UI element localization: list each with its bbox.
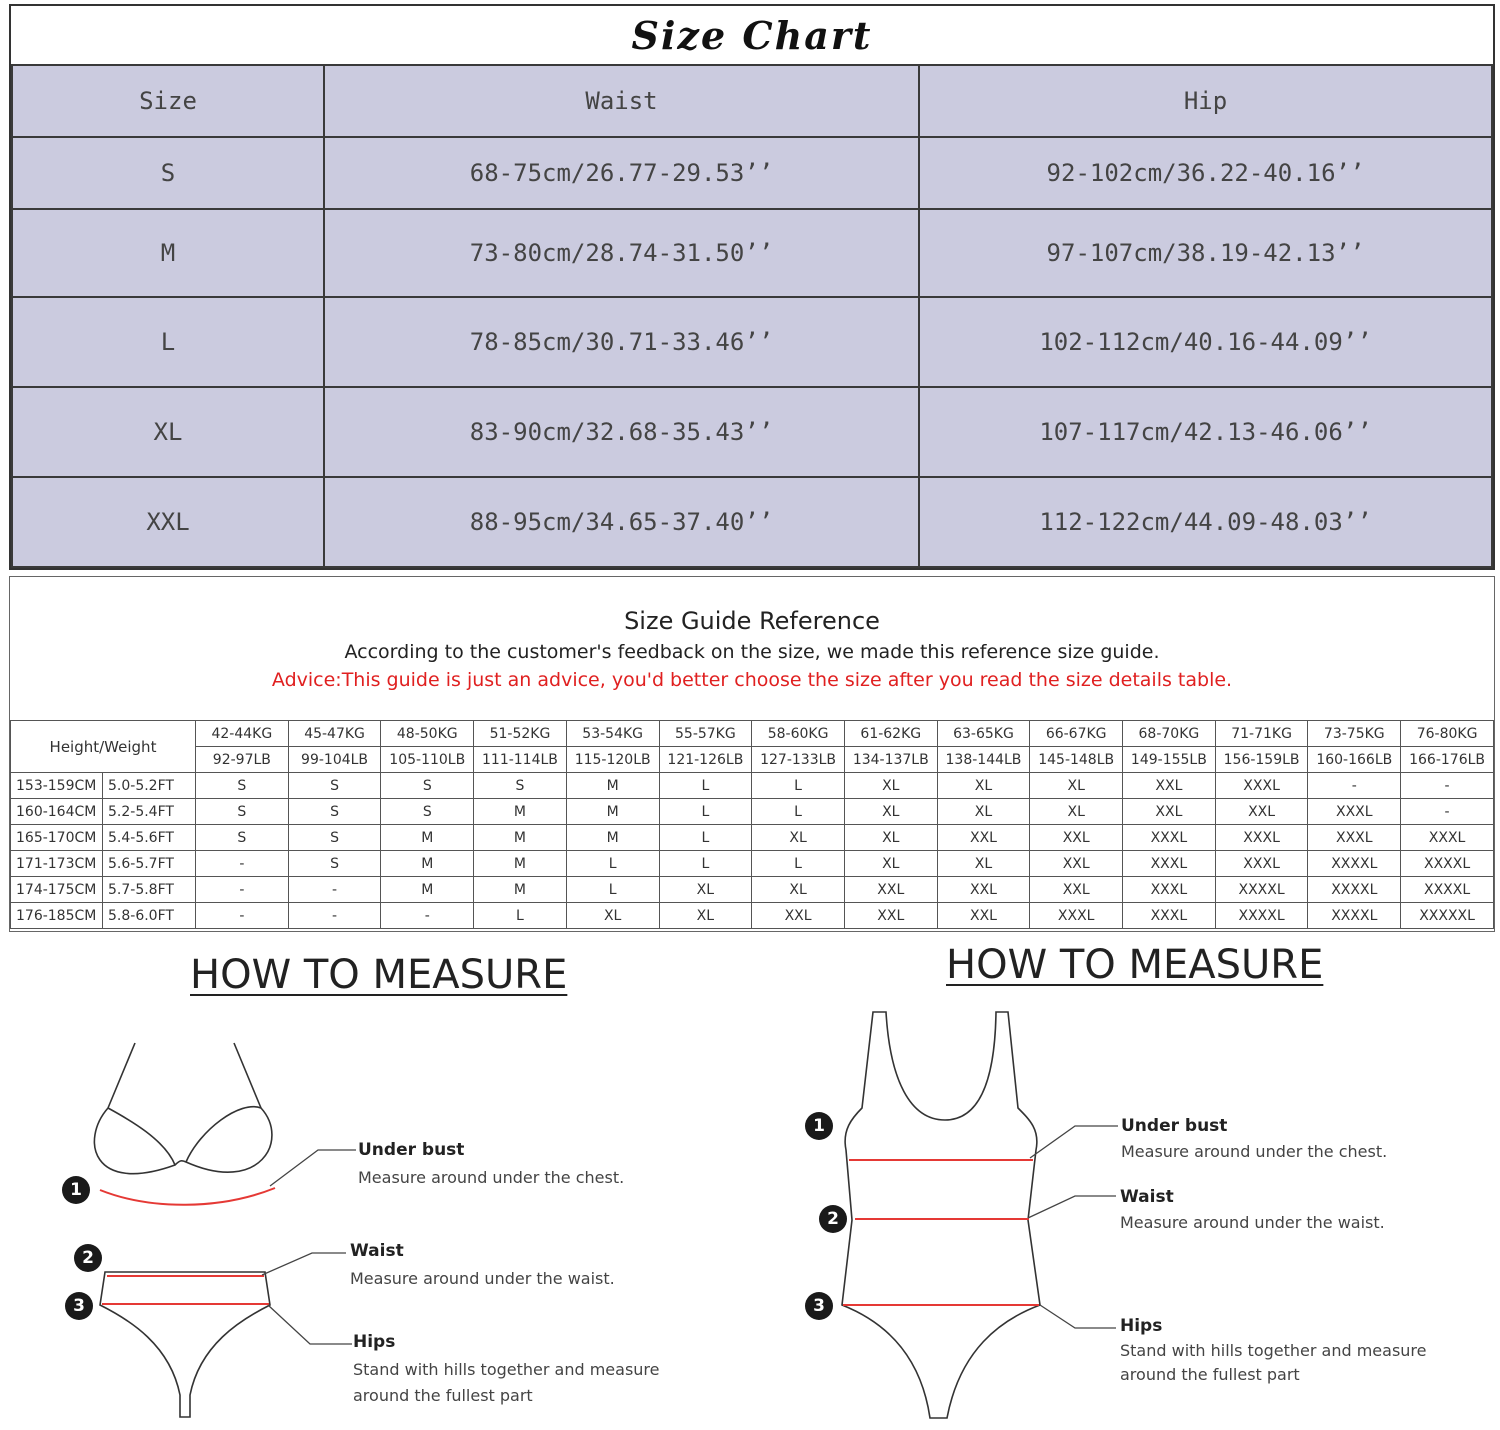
marker-2-right: 2 [819,1205,847,1233]
size-cell: XXXL [1123,825,1216,851]
size-cell: XXL [1215,799,1308,825]
size-cell: XL [937,851,1030,877]
underbust-text-right: Measure around under the chest. [1121,1142,1388,1161]
size-cell: M [474,877,567,903]
height-ft-cell: 5.2-5.4FT [103,799,196,825]
size-cell: M [474,799,567,825]
header-hip: Hip [919,65,1492,137]
weight-kg-header: 61-62KG [844,721,937,747]
underbust-title-right: Under bust [1121,1116,1228,1136]
hips-text1-left: Stand with hills together and measure [353,1360,660,1379]
size-cell: XXL [1030,877,1123,903]
size-cell: XXXXL [1308,877,1401,903]
hip-cell: 97-107cm/38.19-42.13’’ [919,209,1492,297]
size-cell: S [288,773,381,799]
underbust-title-left: Under bust [358,1140,465,1160]
size-cell: XL [752,825,845,851]
hips-title-left: Hips [353,1332,396,1352]
size-cell: S [381,799,474,825]
size-cell: - [1401,773,1494,799]
weight-kg-header: 48-50KG [381,721,474,747]
size-cell: XXL [844,903,937,929]
size-cell: XXXXL [1308,851,1401,877]
waist-cell: 78-85cm/30.71-33.46’’ [324,297,919,387]
weight-lb-header: 99-104LB [288,747,381,773]
size-cell: XXXL [1401,825,1494,851]
waist-text-left: Measure around under the waist. [350,1269,615,1288]
size-cell: XXXXXL [1401,903,1494,929]
hips-text2-left: around the fullest part [353,1386,533,1405]
leader-lines-left [262,1150,356,1344]
hip-cell: 92-102cm/36.22-40.16’’ [919,137,1492,209]
size-cell: XXXL [1215,773,1308,799]
size-cell: XXL [937,825,1030,851]
hip-cell: 102-112cm/40.16-44.09’’ [919,297,1492,387]
size-cell: - [196,877,289,903]
size-cell: S [196,773,289,799]
size-cell: S [196,799,289,825]
marker-1-left: 1 [62,1176,90,1204]
size-cell: L [752,851,845,877]
size-cell: XL [659,877,752,903]
size-cell: L [566,851,659,877]
weight-lb-header: 111-114LB [474,747,567,773]
size-cell: L [752,799,845,825]
size-cell: XXL [937,903,1030,929]
weight-lb-header: 166-176LB [1401,747,1494,773]
size-cell: S [381,773,474,799]
height-ft-cell: 5.8-6.0FT [103,903,196,929]
weight-kg-header: 68-70KG [1123,721,1216,747]
size-cell: - [1401,799,1494,825]
waist-cell: 68-75cm/26.77-29.53’’ [324,137,919,209]
size-cell: XXXL [1308,799,1401,825]
size-cell: XXXL [1123,851,1216,877]
size-cell: XXXXL [1215,903,1308,929]
size-cell: XXXL [1308,825,1401,851]
size-cell: XL [937,773,1030,799]
size-cell: L [752,773,845,799]
size-cell: XXL [844,877,937,903]
weight-kg-header: 45-47KG [288,721,381,747]
size-cell: L [659,773,752,799]
size-cell: XL [844,851,937,877]
size-cell: M [12,209,324,297]
size-cell: XXL [1030,825,1123,851]
size-cell: XXXXL [1401,851,1494,877]
height-weight-label: Height/Weight [11,721,196,773]
header-size: Size [12,65,324,137]
size-cell: XXXL [1123,903,1216,929]
waist-cell: 83-90cm/32.68-35.43’’ [324,387,919,477]
header-waist: Waist [324,65,919,137]
size-cell: XXXXL [1401,877,1494,903]
size-cell: M [566,773,659,799]
size-cell: XL [937,799,1030,825]
size-cell: XL [566,903,659,929]
size-cell: XL [752,877,845,903]
hips-text1-right: Stand with hills together and measure [1120,1341,1427,1360]
marker-1-right: 1 [805,1112,833,1140]
weight-kg-header: 63-65KG [937,721,1030,747]
size-cell: L [659,825,752,851]
size-cell: L [659,851,752,877]
size-cell: S [196,825,289,851]
hips-text2-right: around the fullest part [1120,1365,1300,1384]
weight-lb-header: 127-133LB [752,747,845,773]
size-cell: - [196,903,289,929]
size-cell: XXL [12,477,324,567]
height-ft-cell: 5.6-5.7FT [103,851,196,877]
size-cell: - [288,877,381,903]
weight-lb-header: 134-137LB [844,747,937,773]
weight-lb-header: 145-148LB [1030,747,1123,773]
weight-lb-header: 156-159LB [1215,747,1308,773]
size-chart-title: Size Chart [631,12,873,58]
how-to-measure-title-right: HOW TO MEASURE [946,942,1324,988]
weight-kg-header: 73-75KG [1308,721,1401,747]
marker-2-left: 2 [74,1244,102,1272]
size-cell: L [474,903,567,929]
height-cm-cell: 160-164CM [11,799,103,825]
size-cell: XL [844,773,937,799]
hip-cell: 107-117cm/42.13-46.06’’ [919,387,1492,477]
leader-lines-right [1028,1126,1118,1328]
weight-lb-header: 105-110LB [381,747,474,773]
height-ft-cell: 5.0-5.2FT [103,773,196,799]
weight-lb-header: 149-155LB [1123,747,1216,773]
hips-title-right: Hips [1120,1316,1163,1336]
size-cell: M [566,825,659,851]
size-cell: M [474,851,567,877]
size-cell: XXL [937,877,1030,903]
size-cell: XXXL [1215,851,1308,877]
size-cell: XL [1030,773,1123,799]
weight-kg-header: 71-71KG [1215,721,1308,747]
weight-kg-header: 66-67KG [1030,721,1123,747]
waist-title-left: Waist [350,1241,404,1261]
size-cell: - [196,851,289,877]
weight-lb-header: 138-144LB [937,747,1030,773]
marker-3-left: 3 [65,1292,93,1320]
height-cm-cell: 174-175CM [11,877,103,903]
size-cell: - [1308,773,1401,799]
weight-kg-header: 76-80KG [1401,721,1494,747]
size-cell: L [12,297,324,387]
size-cell: S [288,825,381,851]
size-cell: XXXL [1030,903,1123,929]
size-cell: M [381,877,474,903]
height-ft-cell: 5.4-5.6FT [103,825,196,851]
height-cm-cell: 165-170CM [11,825,103,851]
size-cell: L [659,799,752,825]
size-guide-description: According to the customer's feedback on the size, we made this reference size guide. [344,641,1160,663]
how-to-measure-title-left: HOW TO MEASURE [190,952,568,998]
size-cell: XXXL [1123,877,1216,903]
size-cell: S [12,137,324,209]
size-cell: XL [659,903,752,929]
size-guide-advice: Advice:This guide is just an advice, you'd better choose the size after you read the size details table. [271,669,1233,691]
size-cell: XXL [752,903,845,929]
bra-illustration [94,1043,272,1174]
size-cell: XL [1030,799,1123,825]
weight-kg-header: 53-54KG [566,721,659,747]
briefs-illustration [100,1272,270,1417]
size-cell: S [288,851,381,877]
size-cell: S [288,799,381,825]
height-ft-cell: 5.7-5.8FT [103,877,196,903]
weight-kg-header: 55-57KG [659,721,752,747]
waist-text-right: Measure around under the waist. [1120,1213,1385,1232]
size-cell: - [381,903,474,929]
size-cell: M [474,825,567,851]
size-cell: XXL [1123,773,1216,799]
size-guide-title: Size Guide Reference [624,607,880,635]
size-cell: XL [844,799,937,825]
waist-cell: 88-95cm/34.65-37.40’’ [324,477,919,567]
size-cell: XXXL [1215,825,1308,851]
size-cell: - [288,903,381,929]
size-cell: XXL [1030,851,1123,877]
weight-kg-header: 42-44KG [196,721,289,747]
underbust-line-left [100,1188,275,1205]
size-cell: XL [12,387,324,477]
hip-cell: 112-122cm/44.09-48.03’’ [919,477,1492,567]
weight-lb-header: 115-120LB [566,747,659,773]
weight-lb-header: 160-166LB [1308,747,1401,773]
size-cell: M [381,851,474,877]
height-cm-cell: 176-185CM [11,903,103,929]
underbust-text-left: Measure around under the chest. [358,1168,625,1187]
size-cell: M [566,799,659,825]
height-cm-cell: 153-159CM [11,773,103,799]
size-cell: S [474,773,567,799]
weight-kg-header: 51-52KG [474,721,567,747]
weight-lb-header: 121-126LB [659,747,752,773]
size-cell: L [566,877,659,903]
size-cell: M [381,825,474,851]
size-cell: XXXXL [1308,903,1401,929]
waist-cell: 73-80cm/28.74-31.50’’ [324,209,919,297]
marker-3-right: 3 [805,1292,833,1320]
weight-lb-header: 92-97LB [196,747,289,773]
height-cm-cell: 171-173CM [11,851,103,877]
size-cell: XXXXL [1215,877,1308,903]
weight-kg-header: 58-60KG [752,721,845,747]
waist-title-right: Waist [1120,1187,1174,1207]
swimsuit-illustration [842,1012,1040,1418]
size-cell: XL [844,825,937,851]
size-cell: XXL [1123,799,1216,825]
